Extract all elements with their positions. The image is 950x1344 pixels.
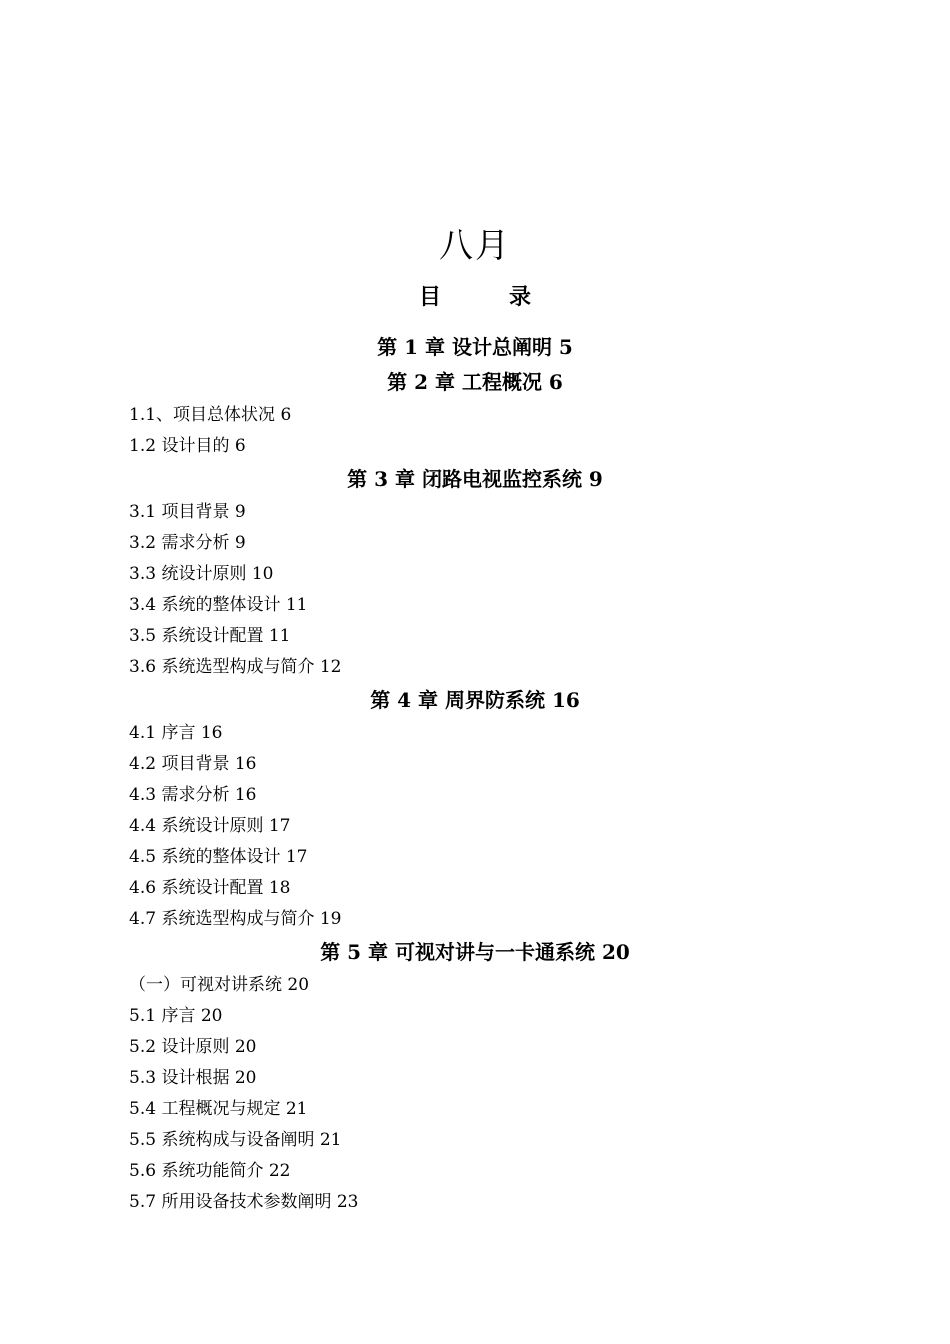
toc-chapter[interactable]: 第 1 章 设计总阐明 5 (377, 335, 573, 359)
toc-entry[interactable]: 5.2 设计原则 20 (129, 1037, 257, 1057)
toc-chapter[interactable]: 第 3 章 闭路电视监控系统 9 (347, 467, 603, 491)
toc-entry[interactable]: 5.3 设计根据 20 (129, 1068, 257, 1088)
toc-entry[interactable]: 3.2 需求分析 9 (129, 533, 246, 553)
table-of-contents (0, 330, 950, 1218)
toc-entry[interactable]: 4.1 序言 16 (129, 723, 223, 743)
toc-entry[interactable]: 4.4 系统设计原则 17 (129, 816, 291, 836)
toc-entry[interactable]: 4.2 项目背景 16 (129, 754, 257, 774)
toc-entry[interactable]: 3.5 系统设计配置 11 (129, 626, 291, 646)
toc-entry[interactable]: 4.6 系统设计配置 18 (129, 878, 291, 898)
month-title: 八月 (439, 226, 511, 266)
toc-entry[interactable]: 3.3 统设计原则 10 (129, 564, 274, 584)
toc-heading: 目录 (418, 284, 599, 310)
toc-entry[interactable]: 3.1 项目背景 9 (129, 502, 246, 522)
toc-entry[interactable]: 5.5 系统构成与设备阐明 21 (129, 1130, 342, 1150)
toc-entry[interactable]: 4.3 需求分析 16 (129, 785, 257, 805)
toc-entry[interactable]: 5.7 所用设备技术参数阐明 23 (129, 1192, 359, 1212)
toc-chapter[interactable]: 第 4 章 周界防系统 16 (370, 688, 580, 712)
toc-entry[interactable]: 5.6 系统功能简介 22 (129, 1161, 291, 1181)
toc-entry[interactable]: 5.1 序言 20 (129, 1006, 223, 1026)
toc-entry[interactable]: （一）可视对讲系统 20 (129, 975, 310, 995)
toc-entry[interactable]: 4.7 系统选型构成与简介 19 (129, 909, 342, 929)
toc-entry[interactable]: 3.6 系统选型构成与简介 12 (129, 657, 342, 677)
toc-entry[interactable]: 3.4 系统的整体设计 11 (129, 595, 308, 615)
toc-entry[interactable]: 1.2 设计目的 6 (129, 436, 246, 456)
toc-chapter[interactable]: 第 2 章 工程概况 6 (387, 370, 563, 394)
toc-chapter[interactable]: 第 5 章 可视对讲与一卡通系统 20 (320, 940, 630, 964)
toc-entry[interactable]: 4.5 系统的整体设计 17 (129, 847, 308, 867)
toc-entry[interactable]: 1.1、项目总体状况 6 (129, 405, 292, 425)
toc-entry[interactable]: 5.4 工程概况与规定 21 (129, 1099, 308, 1119)
